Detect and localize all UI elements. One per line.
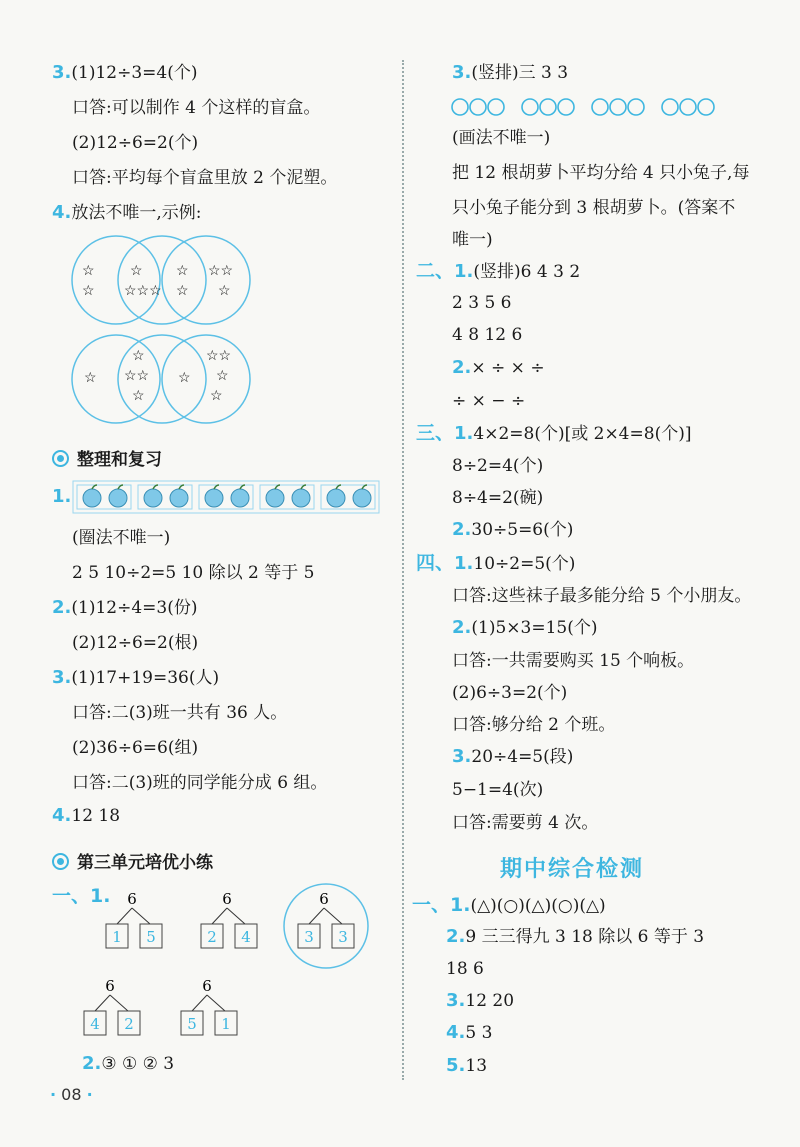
tree-branch <box>207 995 225 1011</box>
venn2-right-star-a: ☆☆ <box>206 348 232 364</box>
m5-line: 5.13 <box>446 1055 488 1076</box>
apple-icon <box>144 489 162 507</box>
tree-branch <box>95 995 110 1011</box>
tree-branch <box>309 908 324 924</box>
tree-answer-a: 4 <box>90 1015 100 1033</box>
apple-stem <box>179 485 184 489</box>
tree-answer-a: 5 <box>187 1015 197 1033</box>
s4-2-line1: 2.(1)5×3=15(个) <box>452 617 598 638</box>
tree-top-number: 6 <box>319 890 329 908</box>
apple-groups <box>72 478 382 516</box>
section-title-review: 整理和复习 <box>52 445 162 470</box>
venn1-mid2-star-a: ☆ <box>176 263 189 279</box>
drawn-circle <box>628 99 644 115</box>
s4-1-line1: 四、1.10÷2=5(个) <box>416 552 576 574</box>
drawn-circle <box>610 99 626 115</box>
s4-1-line2: 口答:这些袜子最多能分给 5 个小朋友。 <box>452 586 752 606</box>
apple-stem <box>214 485 219 489</box>
q4-line: 4.放法不唯一,示例: <box>52 202 202 223</box>
apple-icon <box>83 489 101 507</box>
s4-2-line3: (2)6÷3=2(个) <box>452 683 568 703</box>
m4-line: 4.5 3 <box>446 1022 493 1043</box>
a3-line3: 只小兔子能分到 3 根胡萝卜。(答案不 <box>452 198 736 218</box>
s2-1-line3: 4 8 12 6 <box>452 325 523 345</box>
apple-stem <box>275 485 280 489</box>
venn-diagram-2 <box>70 332 255 427</box>
tree-branch <box>227 908 245 924</box>
venn1-left-star-a: ☆ <box>82 263 95 279</box>
venn2-mid-star-c: ☆ <box>132 388 145 404</box>
venn1-right-star-b: ☆ <box>218 283 231 299</box>
venn2-right-star-c: ☆ <box>210 388 223 404</box>
apple-stem <box>240 485 245 489</box>
number-trees <box>90 880 390 1050</box>
r3-line4: 口答:二(3)班的同学能分成 6 组。 <box>72 773 328 793</box>
q3-line2: 口答:可以制作 4 个这样的盲盒。 <box>72 98 321 118</box>
tree-branch <box>324 908 342 924</box>
tree-answer-b: 2 <box>124 1015 134 1033</box>
venn1-mid2-star-b: ☆ <box>176 283 189 299</box>
s3-2-line1: 2.30÷5=6(个) <box>452 519 574 540</box>
drawn-circle <box>488 99 504 115</box>
r3-line2: 口答:二(3)班一共有 36 人。 <box>72 703 288 723</box>
q3-line1: 3.(1)12÷3=4(个) <box>52 62 198 83</box>
midterm-title: 期中综合检测 <box>500 857 645 882</box>
tree-answer-b: 1 <box>221 1015 231 1033</box>
m1-line: 一、1.(△)(○)(△)(○)(△) <box>412 894 606 916</box>
a3-line4: 唯一) <box>452 230 493 250</box>
r2-line2: (2)12÷6=2(根) <box>72 633 199 653</box>
s4-2-line4: 口答:够分给 2 个班。 <box>452 715 616 735</box>
s2-1-line1: 二、1.(竖排)6 4 3 2 <box>416 260 581 282</box>
circle-groups <box>450 94 720 120</box>
m3-line: 3.12 20 <box>446 990 515 1011</box>
r1-answer: 2 5 10÷2=5 10 除以 2 等于 5 <box>72 563 315 583</box>
s2-1-line2: 2 3 5 6 <box>452 293 512 313</box>
apple-icon <box>327 489 345 507</box>
apple-icon <box>231 489 249 507</box>
drawn-circle <box>592 99 608 115</box>
tree-branch <box>117 908 132 924</box>
drawn-circle <box>470 99 486 115</box>
q3-line3: (2)12÷6=2(个) <box>72 133 199 153</box>
s4-3-line3: 口答:需要剪 4 次。 <box>452 813 599 833</box>
apple-icon <box>292 489 310 507</box>
s2-2-line2: ÷ × − ÷ <box>452 391 526 411</box>
s4-2-line2: 口答:一共需要购买 15 个响板。 <box>452 651 695 671</box>
s2-2-line1: 2.× ÷ × ÷ <box>452 357 545 378</box>
venn1-right-star-a: ☆☆ <box>208 263 234 279</box>
tree-top-number: 6 <box>127 890 137 908</box>
apple-icon <box>266 489 284 507</box>
section-title-unit3: 第三单元培优小练 <box>52 848 213 873</box>
section-bullet-icon <box>52 853 69 870</box>
drawn-circle <box>522 99 538 115</box>
r2-line1: 2.(1)12÷4=3(份) <box>52 597 198 618</box>
drawn-circle <box>680 99 696 115</box>
s3-1-line3: 8÷4=2(碗) <box>452 488 544 508</box>
tree-answer-a: 1 <box>112 928 122 946</box>
a3-line1: 3.(竖排)三 3 3 <box>452 62 569 83</box>
m2-line1: 2.9 三三得九 3 18 除以 6 等于 3 <box>446 926 705 947</box>
apple-stem <box>92 485 97 489</box>
s3-1-line1: 三、1.4×2=8(个)[或 2×4=8(个)] <box>416 422 692 444</box>
tree-branch <box>110 995 128 1011</box>
apple-stem <box>301 485 306 489</box>
tree-answer-a: 2 <box>207 928 217 946</box>
drawn-circle <box>698 99 714 115</box>
venn2-right-star-b: ☆ <box>216 368 229 384</box>
venn2-mid-star-b: ☆☆ <box>124 368 150 384</box>
tree-answer-b: 4 <box>241 928 251 946</box>
venn1-mid-star-a: ☆ <box>130 263 143 279</box>
drawn-circle <box>452 99 468 115</box>
tree-answer-a: 3 <box>304 928 314 946</box>
tree-answer-b: 3 <box>338 928 348 946</box>
tree-branch <box>132 908 150 924</box>
s4-3-line2: 5−1=4(次) <box>452 780 544 800</box>
apple-stem <box>362 485 367 489</box>
tree-answer-b: 5 <box>146 928 156 946</box>
apple-icon <box>109 489 127 507</box>
r3-line1: 3.(1)17+19=36(人) <box>52 667 220 688</box>
s4-3-line1: 3.20÷4=5(段) <box>452 746 574 767</box>
tree-top-number: 6 <box>202 977 212 995</box>
r1-label: 1. <box>52 486 72 507</box>
tree-branch <box>192 995 207 1011</box>
column-divider <box>402 60 404 1080</box>
a3-line2: 把 12 根胡萝卜平均分给 4 只小兔子,每 <box>452 163 750 183</box>
s3-1-line2: 8÷2=4(个) <box>452 456 544 476</box>
p2-line: 2.③ ① ② 3 <box>82 1053 175 1074</box>
apple-stem <box>336 485 341 489</box>
drawn-circle <box>558 99 574 115</box>
r1-note: (圈法不唯一) <box>72 528 171 548</box>
venn1-mid-star-b: ☆☆☆ <box>124 283 162 299</box>
tree-top-number: 6 <box>105 977 115 995</box>
r3-line3: (2)36÷6=6(组) <box>72 738 199 758</box>
page-number: · 08 · <box>50 1085 93 1104</box>
apple-icon <box>170 489 188 507</box>
drawn-circle <box>540 99 556 115</box>
r4-line: 4.12 18 <box>52 805 121 826</box>
tree-top-number: 6 <box>222 890 232 908</box>
m2-line2: 18 6 <box>446 959 484 979</box>
q3-line4: 口答:平均每个盲盒里放 2 个泥塑。 <box>72 168 338 188</box>
venn2-left-star: ☆ <box>84 370 97 386</box>
apple-icon <box>353 489 371 507</box>
section-bullet-icon <box>52 450 69 467</box>
venn1-left-star-b: ☆ <box>82 283 95 299</box>
p1-label: 一、1. <box>52 885 111 907</box>
drawn-circle <box>662 99 678 115</box>
venn2-mid-star-a: ☆ <box>132 348 145 364</box>
apple-stem <box>153 485 158 489</box>
venn-diagram-1 <box>70 232 255 327</box>
venn2-mid2-star: ☆ <box>178 370 191 386</box>
apple-stem <box>118 485 123 489</box>
tree-branch <box>212 908 227 924</box>
apple-icon <box>205 489 223 507</box>
a3-note: (画法不唯一) <box>452 128 551 148</box>
